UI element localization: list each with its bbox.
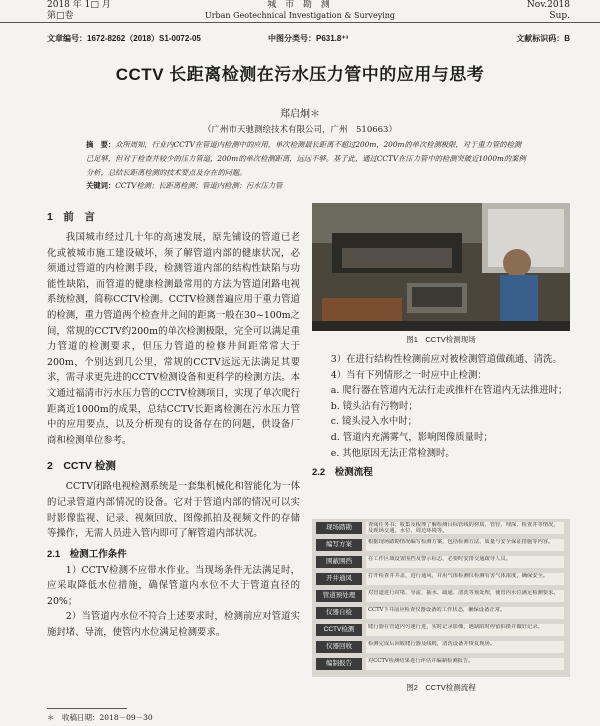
abstract-label: 摘 要：: [86, 140, 116, 149]
keywords-text: CCTV检测；长距离检测；管道内检测；污水压力管: [115, 181, 283, 190]
figure-1-photo: [312, 203, 570, 331]
issue-date: 2018 年 1□ 月: [47, 0, 111, 10]
flow-step: [316, 623, 566, 637]
flow-step: [316, 555, 566, 569]
clc-number: 中图分类号：P631.8⁺³: [268, 34, 349, 43]
flow-step-label: 管道预处理: [316, 590, 362, 602]
flow-step-desc: 对管道进行封堵、导流、抽水、疏通、清洗等预处理，使管内水位满足检测要求。: [366, 590, 564, 602]
section-2-2-heading: 2.2 检测流程: [312, 467, 373, 479]
flow-step-desc: 在工作区域设置围挡及警示标志，必要时安排交通疏导人员。: [366, 556, 564, 568]
stop-condition-a: a. 爬行器在管道内无法行走或推杆在管道内无法推进时；: [330, 385, 568, 397]
flow-step-desc: 打开检查井井盖，进行通风，并用气体检测仪检测有害气体浓度，确保安全。: [366, 573, 564, 585]
figure-2-flowchart: [312, 519, 570, 677]
flow-step: [316, 657, 566, 671]
condition-item-3: 3）在进行结构性检测前应对被检测管道做疏通、清洗。: [330, 354, 562, 365]
article-title: CCTV 长距离检测在污水压力管中的应用与思考: [115, 65, 485, 84]
inspection-scene-illustration: [312, 203, 570, 331]
flow-step: [316, 606, 566, 620]
flow-step-label: 仪器回收: [316, 641, 362, 653]
right-column: [312, 352, 570, 478]
flow-step: [316, 589, 566, 603]
footnote: ＊ 收稿日期：2018－09－30: [47, 713, 153, 722]
flow-step: [316, 521, 566, 535]
stop-condition-d: d. 管道内充满雾气，影响图像质量时；: [330, 431, 493, 443]
journal-name: 城 市 勘 测: [267, 0, 333, 10]
flow-step-label: 开井通风: [316, 573, 362, 585]
flow-step-label: 编制报告: [316, 658, 362, 670]
flow-step-desc: 爬行器在管道内匀速行进，实时记录影像，遇缺陷时停留拍摄并做好记录。: [366, 624, 564, 636]
section-2-heading: 2 CCTV 检测: [47, 460, 116, 473]
article-number: 文章编号：1672-8262（2018）S1-0072-05: [47, 34, 201, 43]
section-1-heading: 1 前 言: [47, 211, 95, 223]
condition-item-1: 1）CCTV检测不应带水作业。当现场条件无法满足时，应采取降低水位措施，确保管道内水位不大于管道直径的20%；: [47, 564, 300, 607]
condition-item-4: 4）当有下列情形之一时应中止检测：: [330, 369, 487, 381]
left-column: [47, 203, 300, 641]
flow-step-desc: 检测完成后回收爬行器及线缆，清洗设备并恢复现场。: [366, 641, 564, 653]
section-2-paragraph: CCTV闭路电视检测系统是一套集机械化和智能化为一体的记录管道内部情况的设备。它对于管道内部的情况可以实时影像监视、记录、视频回放、图像抓拍及视频文件的存储等操作，无需人员进入管内即可了解管道内部状况。: [47, 481, 300, 540]
stop-condition-e: e. 其他原因无法正常检测时。: [330, 447, 455, 459]
author: 郑启炯＊: [280, 109, 320, 120]
flow-step-label: CCTV检测: [316, 624, 362, 636]
abstract-text: 众所周知，行业内CCTV在管道内检测中的应用，单次检测最长距离不超过200m，200m的单次检测极限，对于重力管的检测已足够，但对于检查井较少的压力管道，200m的单次检测距离，远远不够。基于此，通过CCTV在压力管中的检测突破近1000m的案例分析，总结长距离检测的技术要点及存在的问题。: [86, 140, 526, 177]
flow-step-desc: 根据现场踏勘情况编写检测方案，包括检测方法、质量与安全保证措施等内容。: [366, 539, 564, 551]
flow-step-desc: 查阅任务书；收集及梳理了解检测目标管线的材质、管径、埋深、检查井等情况，及现场交通、水位、周边环境等。: [366, 522, 564, 534]
running-header: [0, 0, 600, 23]
keywords: [86, 181, 526, 191]
flow-step-label: 围蔽围挡: [316, 556, 362, 568]
flow-step-label: 仪器自检: [316, 607, 362, 619]
flow-step: [316, 640, 566, 654]
condition-item-2: 2）当管道内水位不符合上述要求时，检测前应对管道实施封堵、导流，使管内水位满足检测要求。: [47, 611, 300, 639]
abstract: [86, 138, 526, 180]
document-code: 文献标识码：B: [516, 34, 570, 43]
flow-step: [316, 572, 566, 586]
issue-date-en: Nov.2018: [526, 0, 570, 10]
affiliation: （广州市天驰测绘技术有限公司，广州 510663）: [203, 125, 397, 135]
flow-step-label: 编写方案: [316, 539, 362, 551]
figure-1-caption: 图1 CCTV检测现场: [406, 335, 476, 344]
footnote-rule: [47, 708, 127, 709]
section-1-paragraph: 我国城市经过几十年的高速发展，原先铺设的管道已老化或被城市施工建设破坏，须了解管道内部的健康状况，必须通过管道的内检测手段，检测管道内部的结构性缺陷与功能性缺陷，而管道的健康检测最常用的方法为管道闭路电视系统检测，简称CCTV检测。CCTV检测普遍应用于重力管道的检测，重力管道两个检查井之间的距离一般在30~100m之间，常规的CCTV约200m的单次检测极限，完全可以满足重力管道的检测要求，但压力管道的检修井间距常常大于200m，个别达到几公里，常规的CCTV远远无法满足其要求，需寻求更先进的CCTV检测设备和更科学的检测方法。本文通过福清市污水压力管的CCTV检测项目，实现了单次爬行距离近1000m的成果，总结CCTV长距离检测在污水压力管中的应用要点，以及分析现有的设备存在的问题，供设备厂商和检测单位参考。: [47, 232, 300, 446]
supplement: Sup.: [549, 11, 570, 21]
section-2-1-heading: 2.1 检测工作条件: [47, 548, 127, 560]
flow-step-desc: 对CCTV检测结果进行评估并编制检测报告。: [366, 658, 564, 670]
volume: 第□卷: [47, 11, 74, 21]
keywords-label: 关键词：: [86, 181, 116, 190]
figure-2-caption: 图2 CCTV检测流程: [406, 683, 476, 692]
journal-name-en: Urban Geotechnical Investigation & Surveying: [204, 11, 396, 20]
flow-step-label: 现场踏勘: [316, 522, 362, 534]
stop-condition-c: c. 镜头浸入水中时；: [330, 416, 418, 428]
flow-step-desc: CCTV下井前应检查仪器设备的工作状态，确保设备正常。: [366, 607, 564, 619]
flow-step: [316, 538, 566, 552]
stop-condition-b: b. 镜头沾有污物时；: [330, 400, 418, 412]
